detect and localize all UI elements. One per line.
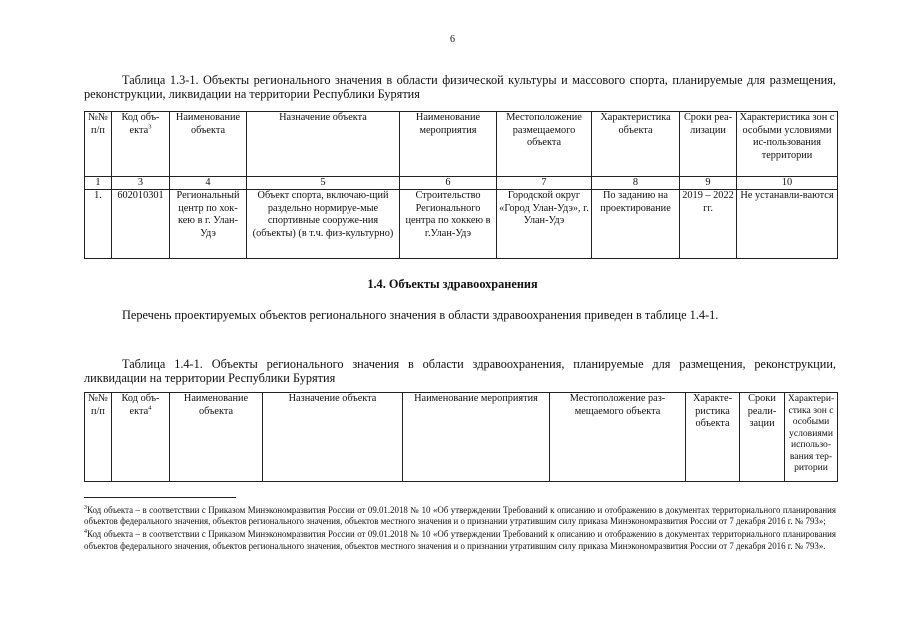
cell-code: 602010301 [112, 190, 170, 259]
footnote-ref: 3 [148, 123, 152, 131]
footnote-ref: 4 [148, 404, 152, 412]
footnote-number: 4 [84, 529, 87, 536]
footnote [84, 503, 836, 527]
table-1-4-1-caption [84, 358, 836, 385]
table-1-4-1-caption-text: Таблица 1.4-1. Объекты регионального значения в области здравоохранения, планируемые для размещения, реконструкции, ликвидации на территории Республики Бурятия [84, 357, 836, 385]
header-period: Сроки реа-лизации [680, 112, 737, 177]
column-number: 7 [497, 177, 592, 190]
header-purpose: Назначение объекта [263, 393, 403, 482]
cell-num: 1. [85, 190, 112, 259]
cell-purpose: Объект спорта, включаю-щий раздельно нормируе-мые спортивные сооруже-ния (объекты) (в т.ч. физ-культурно) [247, 190, 400, 259]
header-code [112, 112, 170, 177]
column-number: 10 [737, 177, 838, 190]
footnote-text: Код объекта – в соответствии с Приказом Минэкономразвития России от 09.01.2018 № 10 «Об утверждении Требований к описанию и отображению в документах территориального планирования объектов федерального значения, объектов регионального значения, объектов местного значения и о признании утратившим силу приказа Минэкономразвития России от 7 декабря 2016 г. № 793». [84, 529, 836, 551]
header-location: Местоположение раз-мещаемого объекта [550, 393, 686, 482]
table-1-3-1-caption [84, 74, 836, 101]
cell-location: Городской округ «Город Улан-Удэ», г. Улан-Удэ [497, 190, 592, 259]
header-characteristic: Характе-ристика объекта [686, 393, 740, 482]
table-row [85, 190, 838, 259]
footnote-number: 3 [84, 505, 87, 511]
section-heading: 1.4. Объекты здравоохранения [367, 277, 538, 291]
table-header-row [85, 112, 838, 177]
column-number-row [85, 177, 838, 190]
column-number: 6 [400, 177, 497, 190]
header-event: Наименование мероприятия [403, 393, 550, 482]
footnotes [84, 503, 836, 552]
table-header-row [85, 393, 838, 482]
column-number: 3 [112, 177, 170, 190]
header-code [112, 393, 170, 482]
header-code-text: Код объ-екта [121, 112, 160, 136]
column-number: 8 [592, 177, 680, 190]
column-number: 5 [247, 177, 400, 190]
section-paragraph [84, 308, 836, 323]
table-1-3-1-caption-text: Таблица 1.3-1. Объекты регионального значения в области физической культуры и массового спорта, планируемые для размещения, реконструкции, ликвидации на территории Республики Бурятия [84, 73, 836, 101]
section-paragraph-text: Перечень проектируемых объектов регионального значения в области здравоохранения приведен в таблице 1.4-1. [122, 308, 719, 322]
cell-period: 2019 – 2022 гг. [680, 190, 737, 259]
footnote [84, 527, 836, 551]
table-1-3-1 [84, 111, 838, 259]
header-num: №№ п/п [85, 393, 112, 482]
footnote-divider [84, 497, 236, 498]
table-1-4-1 [84, 392, 838, 482]
header-event: Наименование мероприятия [400, 112, 497, 177]
header-zones: Характери-стика зон с особыми условиями использо-вания тер-ритории [785, 393, 838, 482]
header-purpose: Назначение объекта [247, 112, 400, 177]
column-number: 4 [170, 177, 247, 190]
header-zones: Характеристика зон с особыми условиями ис-пользования территории [737, 112, 838, 177]
page-number: 6 [450, 34, 455, 45]
header-period: Сроки реали-зации [740, 393, 785, 482]
header-name: Наименование объекта [170, 112, 247, 177]
cell-event: Строительство Регионального центра по хоккею в г.Улан-Удэ [400, 190, 497, 259]
header-characteristic: Характеристика объекта [592, 112, 680, 177]
cell-name: Региональный центр по хок-кею в г. Улан-Удэ [170, 190, 247, 259]
column-number: 1 [85, 177, 112, 190]
column-number: 9 [680, 177, 737, 190]
header-num: №№ п/п [85, 112, 112, 177]
cell-zones: Не устанавли-ваются [737, 190, 838, 259]
header-code-text: Код объ-екта [121, 393, 160, 417]
footnote-text: Код объекта – в соответствии с Приказом Минэкономразвития России от 09.01.2018 № 10 «Об утверждении Требований к описанию и отображению в документах территориального планирования объектов федерального значения, объектов регионального значения, объектов местного значения и о признании утратившим силу приказа Минэкономразвития России от 7 декабря 2016 г. № 793»; [84, 504, 836, 527]
header-location: Местоположение размещаемого объекта [497, 112, 592, 177]
header-name: Наименование объекта [170, 393, 263, 482]
cell-characteristic: По заданию на проектирование [592, 190, 680, 259]
